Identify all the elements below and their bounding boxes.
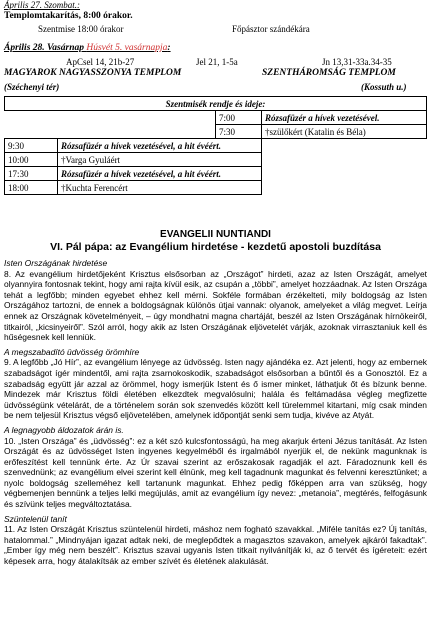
mass-schedule-table (4, 96, 427, 195)
schedule-title: Szentmisék rendje és ideje: (5, 97, 427, 111)
reading-john: Jn 13,31-33a.34-35 (322, 57, 392, 67)
article-body (4, 258, 427, 567)
date-sunday (4, 43, 171, 53)
date-saturday: Április 27. Szombat.: (4, 0, 81, 10)
time-cell: 18:00 (5, 181, 58, 195)
church-right-location: (Kossuth u.) (361, 82, 407, 92)
table-row (5, 181, 427, 195)
article-subtitle: VI. Pál pápa: az Evangélium hirdetése - kezdetű apostoli buzdítása (50, 241, 381, 253)
table-row (5, 111, 427, 125)
section-heading: A megszabadító üdvösség örömhíre (4, 346, 140, 357)
paragraph: 11. Az Isten Országát Krisztus szüntelenül hirdeti, máshoz nem fogható szavakkal. „Miféle tanítás ez? Új tanítás, hatalommal.” „Mindnyájan igazat adtak neki, de meglepődtek a magasztos szavakon, amelyek ajkáról fakadtak”. „Ember így még nem beszélt”. Krisztus szavai ugyanis Isten titkait nyilvánítják ki, az ő tervét és ígéreteit: ezért képesek arra, hogy átalakítsák az ember szívét és életének alakulását. (4, 524, 427, 567)
section-heading: Szüntelenül tanít (4, 513, 67, 524)
feast-highlight: Húsvét 5. vasárnapja (86, 43, 168, 53)
table-row (5, 167, 427, 181)
cleaning-notice: Templomtakarítás, 8:00 órakor. (4, 11, 133, 21)
reading-acts: ApCsel 14, 21b-27 (66, 57, 135, 67)
schedule-header-row (5, 97, 427, 111)
paragraph: 9. A legfőbb „Jó Hír”, az evangélium lényege az üdvösség. Isten nagy ajándéka ez. Azt jelenti, hogy az embernek szabadságot ígér mindentől, ami rajta zsarnokoskodik, szabadságot elsősorban a bűntől és a Gonosztól. Ez a szabadság együtt jár azzal az örömmel, hogy ismerjük Istent és ő ismer minket, láthatjuk őt és bízunk benne. Mindezek már Krisztus földi életében elkezdtek megvalósulni; halála és feltámadása végleg megfizette üdvösségünk vételárát, de a történelem során sok szenvedés között kell türelemmel kitartani, míg csak minden be nem teljesül Krisztus végső eljövetelében, amelynek időpontját senki sem tudja, kivéve az Atyát. (4, 357, 427, 421)
event-cell: †szülőkért (Katalin és Béla) (262, 125, 427, 139)
date-sunday-prefix: Április 28. Vasárnap (4, 43, 84, 53)
time-cell: 9:30 (5, 139, 58, 153)
event-cell: †Kuchta Ferencért (58, 181, 262, 195)
church-left-location: (Széchenyi tér) (4, 82, 60, 92)
paragraph: 8. Az evangélium hirdetőjeként Krisztus elsősorban az „Országot” hirdeti, azaz az Isten Országát, amelyet olyannyira fontosnak tekint, hogy ami rajta kívül esik, az csupán a „többi”, amelyet hozzáadnak. Az Isten Országa tehát a legfőbb; minden egyebet ehhez kell mérni. Sokféle formában érzékelteti, mily boldogság az Isten Országához tartozni, de ennek a boldogságnak különös útjai vannak: olyanok, amelyeket a világ megvet. Leírja ennek az Országnak követelményeit, – úgy mondhatni magna chartáját, beszél az Isten Országának hírnökeiről, titkairól, „kicsinyeiről”. Szól arról, hogy akik az Isten Országának eljövetelét várják, azoknak virrasztaniuk kell és hűségesnek kell lenniük. (4, 268, 427, 343)
table-row (5, 139, 427, 153)
event-cell: Rózsafüzér a hívek vezetésével, a hit évéért. (58, 139, 262, 153)
reading-revelation: Jel 21, 1-5a (196, 57, 238, 67)
table-row (5, 153, 427, 167)
article-title: EVANGELII NUNTIANDI (160, 229, 271, 240)
event-cell: †Varga Gyuláért (58, 153, 262, 167)
church-left-name: MAGYAROK NAGYASSZONYA TEMPLOM (4, 68, 182, 78)
table-row (5, 125, 427, 139)
time-cell: 10:00 (5, 153, 58, 167)
paragraph: 10. „Isten Országa” és „üdvösség”: ez a két szó kulcsfontosságú, ha meg akarjuk érteni Jézus tanítását. Az Isten Országát és az üdvösséget Isten ingyenes kegyelméből és irgalmából nyerjük el, de nekünk magunknak is erőfeszítést kell tennünk érte. Az Úr szavai szerint az erőszakosak ragadják el azt. Fáradoznunk kell és szenvednünk; az evangélium elvei szerint kell élnünk, meg kell tagadnunk magunkat és felvenni keresztünket; a nyolc boldogság szelleméhez kell tartanunk magunkat. Ehhez pedig főképpen arra van szükség, hogy végbemenjen bennünk a teljes lelki megújulás, amit az evangélium így nevez: „metanoia”, megtérés, felfogásunk és szívünk teljes megváltoztatása. (4, 435, 427, 510)
church-right-name: SZENTHÁROMSÁG TEMPLOM (262, 68, 396, 78)
time-cell: 7:30 (216, 125, 262, 139)
section-heading: A legnagyobb áldozatok árán is. (4, 424, 124, 435)
date-sunday-suffix: : (167, 43, 171, 53)
time-cell: 7:00 (216, 111, 262, 125)
event-cell: Rózsafüzér a hívek vezetésével. (262, 111, 427, 125)
mass-time: Szentmise 18:00 órakor (38, 24, 124, 34)
mass-intention: Főpásztor szándékára (232, 24, 310, 34)
section-heading: Isten Országának hirdetése (4, 258, 108, 268)
event-cell: Rózsafüzér a hívek vezetésével, a hit évéért. (58, 167, 262, 181)
time-cell: 17:30 (5, 167, 58, 181)
